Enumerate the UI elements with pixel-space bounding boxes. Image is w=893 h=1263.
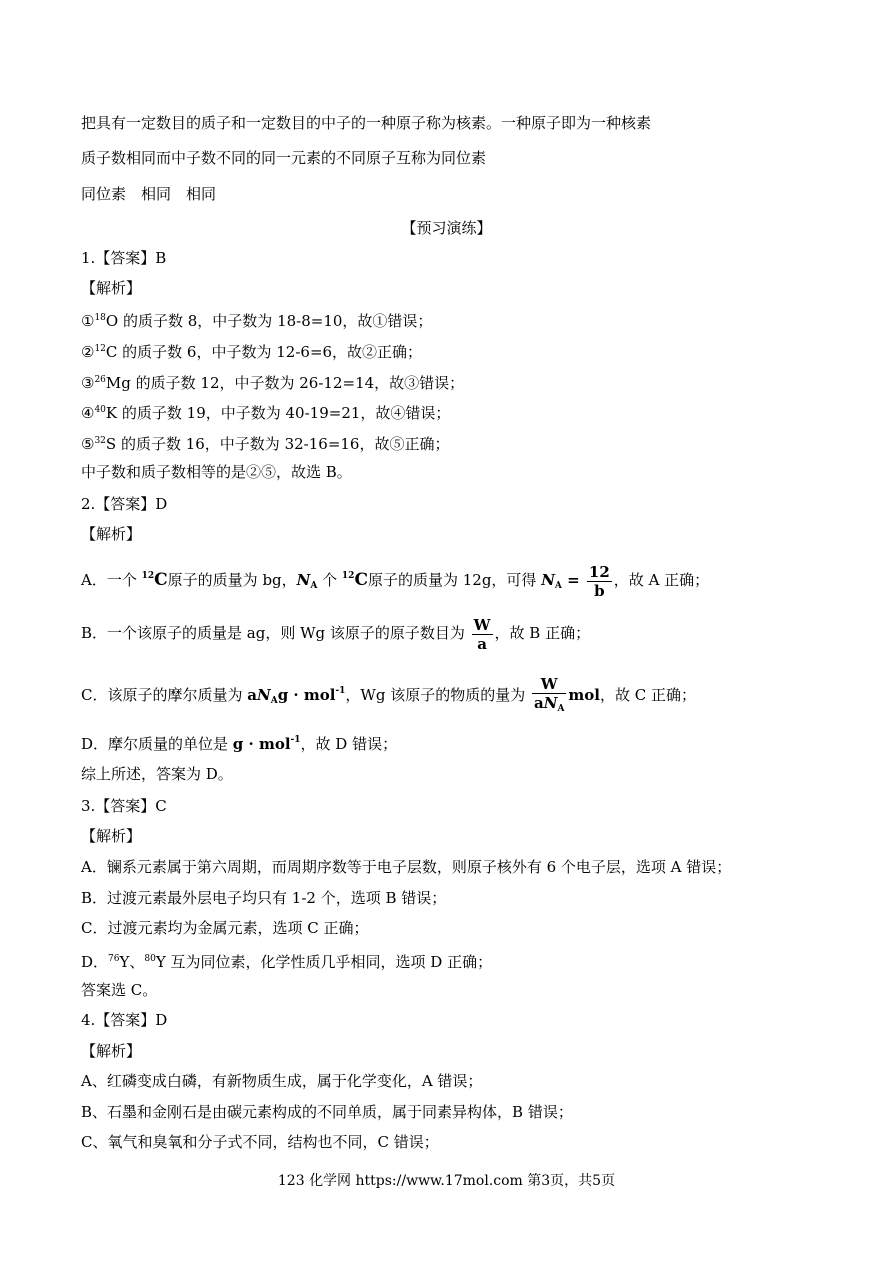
q1-item-2: ②$^{12}$C 的质子数 6，中子数为 12-6=6，故②正确； [81, 343, 423, 361]
footer-url[interactable]: https://www.17mol.com [355, 1173, 523, 1189]
q2-option-c: C．该原子的摩尔质量为 $aN_Ag \cdot mol^{-1}$，Wg 该原子的物质的量为 $\frac{W}{aN_A}$ mol，故 C 正确； [81, 671, 696, 721]
intro-line-3: 同位素 相同 相同 [81, 185, 217, 203]
footer-page-number: 第3页，共5页 [527, 1173, 616, 1189]
q4-option-b: B、石墨和金刚石是由碳元素构成的不同单质，属于同素异构体，B 错误； [81, 1103, 573, 1121]
footer-site: 123 化学网 [277, 1173, 352, 1189]
q2-option-d: D．摩尔质量的单位是 g · mol$^{-1}$，故 D 错误； [81, 735, 398, 753]
q3-conclusion: 答案选 C。 [81, 981, 158, 999]
page-footer [0, 1170, 893, 1190]
q1-conclusion: 中子数和质子数相等的是②⑤，故选 B。 [81, 463, 352, 481]
fraction-12-over-b: $\frac{12}{b}$ [588, 562, 610, 600]
fraction-w-over-a: $\frac{W}{a}$ [473, 615, 491, 653]
q3-option-c: C．过渡元素均为金属元素，选项 C 正确； [81, 919, 369, 937]
q4-option-a: A、红磷变成白磷，有新物质生成，属于化学变化，A 错误； [81, 1072, 483, 1090]
q1-item-5: ⑤$^{32}$S 的质子数 16，中子数为 32-16=16，故⑤正确； [81, 435, 450, 453]
q3-option-d: D．$^{76}$Y、$^{80}$Y 互为同位素，化学性质几乎相同，选项 D 正确； [81, 953, 493, 971]
q2-answer: 2.【答案】D [81, 495, 168, 513]
q1-item-1: ①$^{18}$O 的质子数 8，中子数为 18-8=10，故①错误； [81, 312, 433, 330]
intro-line-2: 质子数相同而中子数不同的同一元素的不同原子互称为同位素 [81, 149, 487, 167]
q2-option-b: B．一个该原子的质量是 ag，则 Wg 该原子的原子数目为 $\frac{W}{a}$ ，故 B 正确； [81, 615, 591, 653]
q1-item-4: ④$^{40}$K 的质子数 19，中子数为 40-19=21，故④错误； [81, 404, 451, 422]
q3-answer: 3.【答案】C [81, 797, 167, 815]
q4-answer: 4.【答案】D [81, 1011, 168, 1029]
q1-answer: 1.【答案】B [81, 249, 167, 267]
fraction-w-over-ana: $\frac{W}{aN_A}$ [532, 675, 566, 718]
q2-analysis-label: 【解析】 [81, 525, 142, 543]
q1-item-3: ③$^{26}$Mg 的质子数 12，中子数为 26-12=14，故③错误； [81, 374, 465, 392]
q4-analysis-label: 【解析】 [81, 1042, 142, 1060]
q2-conclusion: 综上所述，答案为 D。 [81, 765, 233, 783]
q3-option-b: B．过渡元素最外层电子均只有 1-2 个，选项 B 错误； [81, 889, 447, 907]
intro-line-1: 把具有一定数目的质子和一定数目的中子的一种原子称为核素。一种原子即为一种核素 [81, 114, 652, 132]
q1-analysis-label: 【解析】 [81, 279, 142, 297]
q2-option-a: A．一个 $^{12}$C原子的质量为 bg，$N_A$ 个 $^{12}$C原子的质量为 12g，可得 $N_A$ = $\frac{12}{b}$ ，故 A 正确； [81, 562, 710, 600]
q3-analysis-label: 【解析】 [81, 827, 142, 845]
section-title: 【预习演练】 [401, 219, 492, 237]
q3-option-a: A．镧系元素属于第六周期，而周期序数等于电子层数，则原子核外有 6 个电子层，选项 A 错误； [81, 858, 732, 876]
q4-option-c: C、氧气和臭氧和分子式不同，结构也不同，C 错误； [81, 1133, 439, 1151]
